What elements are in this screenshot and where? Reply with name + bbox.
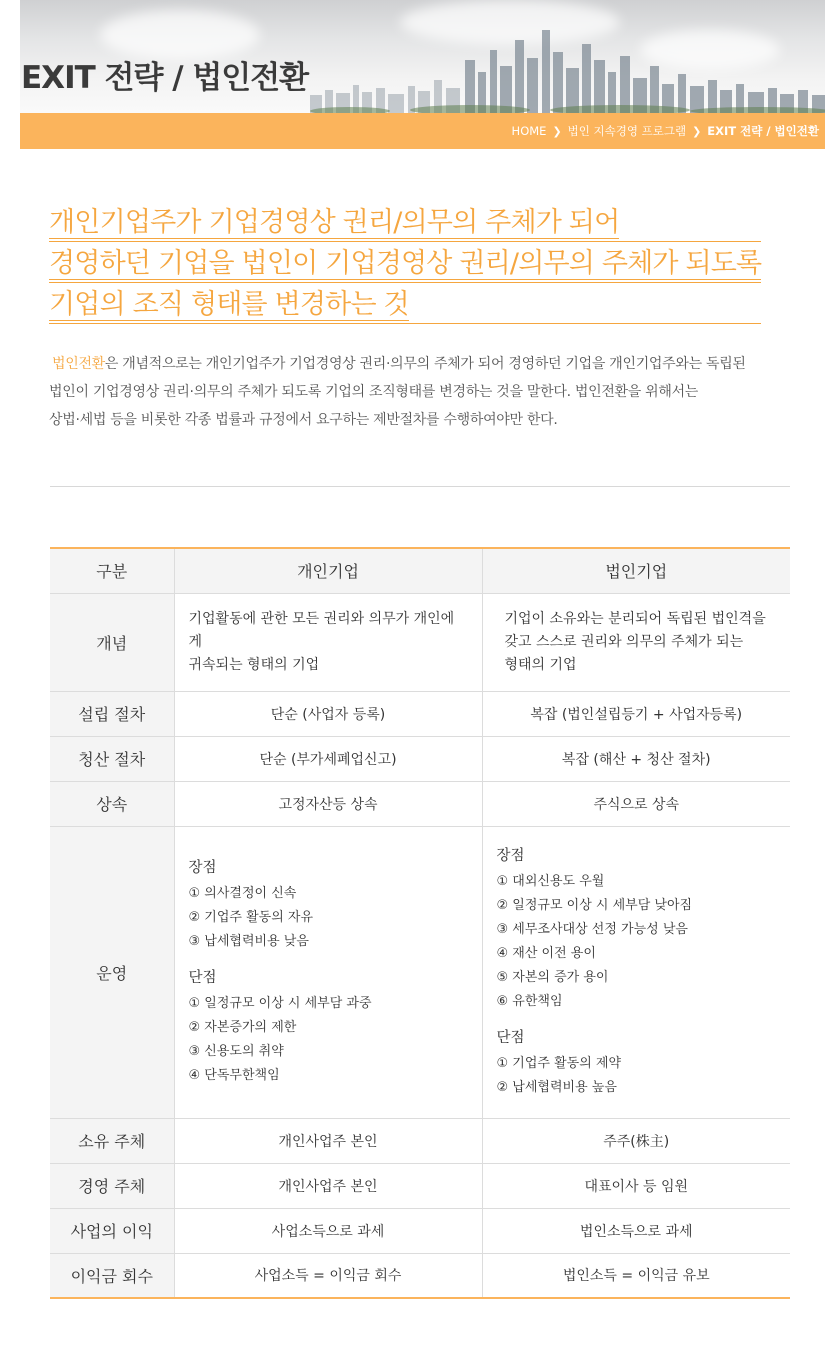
table-cell <box>482 593 790 691</box>
table-cell: 복잡 (법인설립등기 + 사업자등록) <box>482 691 790 736</box>
table-row <box>50 1253 790 1298</box>
cons-title: 단점 <box>496 1030 525 1046</box>
table-row <box>50 593 790 691</box>
row-header: 설립 절차 <box>50 691 174 736</box>
cons-title: 단점 <box>188 970 217 986</box>
row-header: 경영 주체 <box>50 1163 174 1208</box>
table-header-row <box>50 548 790 593</box>
description <box>49 350 789 434</box>
list-item: ② 자본증가의 제한 <box>188 1020 297 1035</box>
table-cell: 복잡 (해산 + 청산 절차) <box>482 736 790 781</box>
table-cell: 법인소득 = 이익금 유보 <box>482 1253 790 1298</box>
table-row <box>50 826 790 1118</box>
table-cell: 단순 (부가세폐업신고) <box>174 736 482 781</box>
list-item: ① 대외신용도 우월 <box>496 874 605 889</box>
list-item: ③ 납세협력비용 낮음 <box>188 934 309 949</box>
pros-title: 장점 <box>188 860 217 876</box>
headline-line-1: 개인기업주가 기업경영상 권리/의무의 주체가 되어 <box>49 207 620 238</box>
list-item: ③ 신용도의 취약 <box>188 1044 284 1059</box>
breadcrumb <box>512 123 819 139</box>
table-row <box>50 1118 790 1163</box>
list-item: ⑥ 유한책임 <box>496 994 563 1009</box>
chevron-right-icon: ❯ <box>692 124 702 138</box>
page-title: EXIT 전략 / 법인전환 <box>21 60 309 96</box>
headline-line-2: 경영하던 기업을 법인이 기업경영상 권리/의무의 주체가 되도록 <box>49 248 762 279</box>
list-item: ① 일정규모 이상 시 세부담 과중 <box>188 996 372 1011</box>
table-row <box>50 1163 790 1208</box>
description-highlight: 법인전환 <box>52 356 105 372</box>
table-cell <box>174 593 482 691</box>
table-row <box>50 1208 790 1253</box>
cell-line: 귀속되는 형태의 기업 <box>188 656 320 673</box>
breadcrumb-program[interactable]: 법인 지속경영 프로그램 <box>567 124 687 138</box>
table-cell: 대표이사 등 임원 <box>482 1163 790 1208</box>
table-cell: 법인소득으로 과세 <box>482 1208 790 1253</box>
pros-title: 장점 <box>496 848 525 864</box>
table-row <box>50 691 790 736</box>
table-cell: 주주(株主) <box>482 1118 790 1163</box>
cell-line: 기업이 소유와는 분리되어 독립된 법인격을 <box>504 610 766 627</box>
table-cell: 주식으로 상속 <box>482 781 790 826</box>
breadcrumb-current[interactable]: EXIT 전략 / 법인전환 <box>707 124 819 138</box>
list-item: ② 납세협력비용 높음 <box>496 1080 617 1095</box>
list-item: ② 기업주 활동의 자유 <box>188 910 314 925</box>
column-header-category: 구분 <box>50 548 174 593</box>
row-header: 청산 절차 <box>50 736 174 781</box>
row-header: 상속 <box>50 781 174 826</box>
table-cell: 단순 (사업자 등록) <box>174 691 482 736</box>
list-item: ④ 단독무한책임 <box>188 1068 280 1083</box>
description-line-2: 법인이 기업경영상 권리·의무의 주체가 되도록 기업의 조직형태를 변경하는 것을 말한다. 법인전환을 위해서는 <box>49 384 699 400</box>
cell-line: 형태의 기업 <box>504 656 577 673</box>
table-cell <box>174 826 482 1118</box>
table-cell: 개인사업주 본인 <box>174 1163 482 1208</box>
row-header: 개념 <box>50 593 174 691</box>
cell-line: 갖고 스스로 권리와 의무의 주체가 되는 <box>504 633 744 650</box>
list-item: ① 기업주 활동의 제약 <box>496 1056 622 1071</box>
column-header-personal: 개인기업 <box>174 548 482 593</box>
cell-line: 기업활동에 관한 모든 권리와 의무가 개인에게 <box>188 610 455 650</box>
headline-line-3: 기업의 조직 형태를 변경하는 것 <box>49 289 409 320</box>
breadcrumb-home[interactable]: HOME <box>511 124 547 138</box>
row-header: 사업의 이익 <box>50 1208 174 1253</box>
row-header: 소유 주체 <box>50 1118 174 1163</box>
table-row <box>50 736 790 781</box>
table-cell: 사업소득 = 이익금 회수 <box>174 1253 482 1298</box>
description-line-1: 은 개념적으로는 개인기업주가 기업경영상 권리·의무의 주체가 되어 경영하던 기업을 개인기업주와는 독립된 <box>104 356 746 372</box>
description-line-3: 상법·세법 등을 비롯한 각종 법률과 규정에서 요구하는 제반절차를 수행하여야만 한다. <box>49 412 558 428</box>
list-item: ③ 세무조사대상 선정 가능성 낮음 <box>496 922 688 937</box>
table-cell <box>482 826 790 1118</box>
column-header-corporate: 법인기업 <box>482 548 790 593</box>
table-cell: 사업소득으로 과세 <box>174 1208 482 1253</box>
divider <box>50 486 790 487</box>
table-row <box>50 781 790 826</box>
list-item: ④ 재산 이전 용이 <box>496 946 596 961</box>
list-item: ⑤ 자본의 증가 용이 <box>496 970 609 985</box>
headline <box>49 205 761 328</box>
list-item: ① 의사결정이 신속 <box>188 886 297 901</box>
table-cell: 개인사업주 본인 <box>174 1118 482 1163</box>
chevron-right-icon: ❯ <box>552 124 562 138</box>
row-header: 운영 <box>50 826 174 1118</box>
row-header: 이익금 회수 <box>50 1253 174 1298</box>
table-cell: 고정자산등 상속 <box>174 781 482 826</box>
list-item: ② 일정규모 이상 시 세부담 낮아짐 <box>496 898 693 913</box>
comparison-table <box>50 547 790 1299</box>
